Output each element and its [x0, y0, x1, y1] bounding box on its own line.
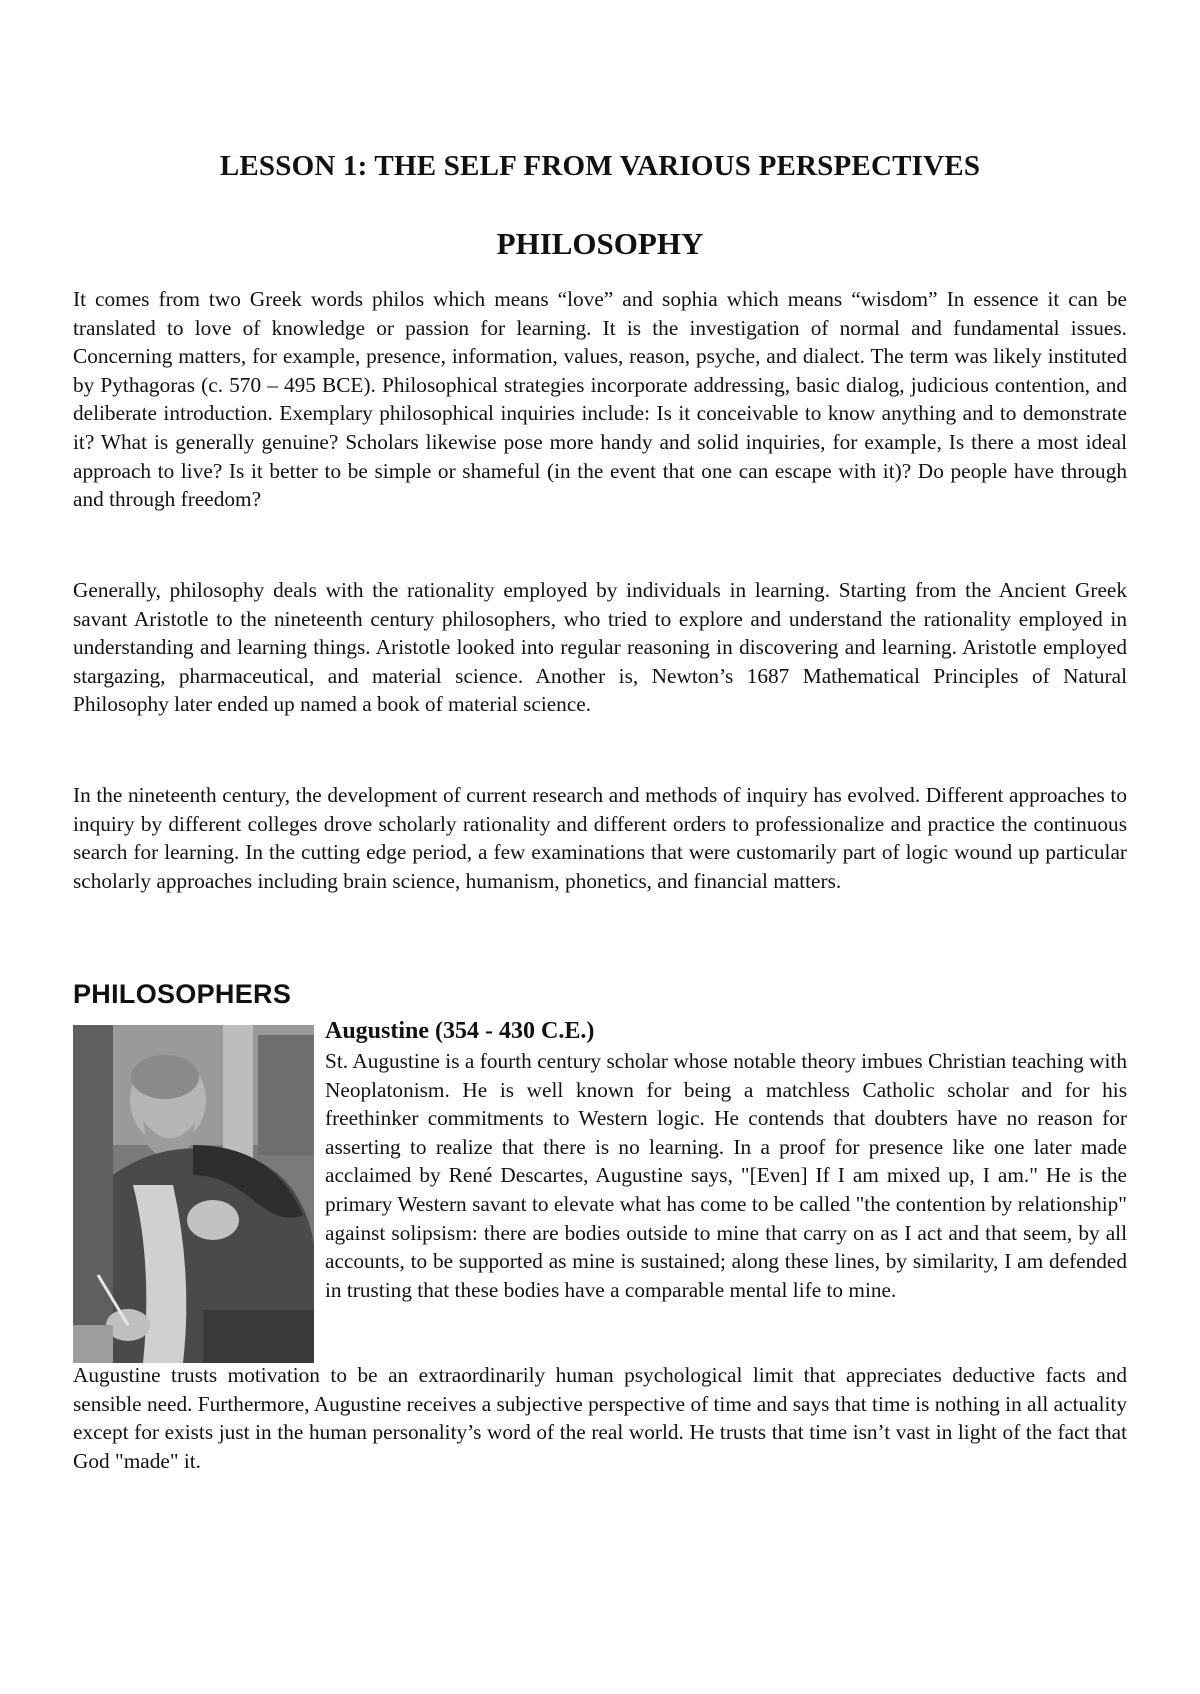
philosophers-title: PHILOSOPHERS: [73, 979, 292, 1009]
paragraph-definition: It comes from two Greek words philos which means “love” and sophia which means “wisdom” In essence it can be translated to love of knowledge or passion for learning. It is the investigation of normal and fundamental issues. Concerning matters, for example, presence, information, values, reason, psyche, and dialect. The term was likely instituted by Pythagoras (c. 570 – 495 BCE). Philosophical strategies incorporate addressing, basic dialog, judicious contention, and deliberate introduction. Exemplary philosophical inquiries include: Is it conceivable to know anything and to demonstrate it? What is generally genuine? Scholars likewise pose more handy and solid inquiries, for example, Is there a most ideal approach to live? Is it better to be simple or shameful (in the event that one can escape with it)? Do people have through and through freedom?: [73, 287, 1127, 512]
paragraph-rationality: Generally, philosophy deals with the rationality employed by individuals in learning. Starting from the Ancient Greek savant Aristotle to the nineteenth century philosophers, who tried to explore and understand the rationality employed in understanding and learning things. Aristotle looked into regular reasoning in discovering and learning. Aristotle employed stargazing, pharmaceutical, and material science. Another is, Newton’s 1687 Mathematical Principles of Natural Philosophy later ended up named a book of material science.: [73, 578, 1127, 717]
augustine-body: St. Augustine is a fourth century scholar whose notable theory imbues Christian teaching with Neoplatonism. He is well known for being a matchless Catholic scholar and for his freethinker commitments to Western logic. He contends that doubters have no reason for asserting to realize that there is no learning. In a proof for presence like one later made acclaimed by René Descartes, Augustine says, "[Even] If I am mixed up, I am." He is the primary Western savant to elevate what has come to be called "the contention by relationship" against solipsism: there are bodies outside to mine that carry on as I act and that seem, by all accounts, to be supported as mine is sustained; along these lines, by similarity, I am defended in trusting that these bodies have a comparable mental life to mine.: [325, 1049, 1127, 1302]
paragraph-nineteenth-century: In the nineteenth century, the development of current research and methods of inquiry has evolved. Different approaches to inquiry by different colleges drove scholarly rationality and different orders to professionalize and practice the continuous search for learning. In the cutting edge period, a few examinations that were customarily part of logic wound up particular scholarly approaches including brain science, humanism, phonetics, and financial matters.: [73, 783, 1127, 893]
lesson-title: LESSON 1: THE SELF FROM VARIOUS PERSPECTIVES: [219, 150, 981, 182]
augustine-portrait-image: [73, 1025, 314, 1363]
section-title-philosophy: PHILOSOPHY: [496, 226, 704, 261]
augustine-heading: Augustine (354 - 430 C.E.): [325, 1018, 595, 1044]
augustine-continuation: Augustine trusts motivation to be an extraordinarily human psychological limit that appreciates deductive facts and sensible need. Furthermore, Augustine receives a subjective perspective of time and says that time is nothing in all actuality except for exists just in the human personality’s word of the real world. He trusts that time isn’t vast in light of the fact that God "made" it.: [73, 1363, 1127, 1473]
